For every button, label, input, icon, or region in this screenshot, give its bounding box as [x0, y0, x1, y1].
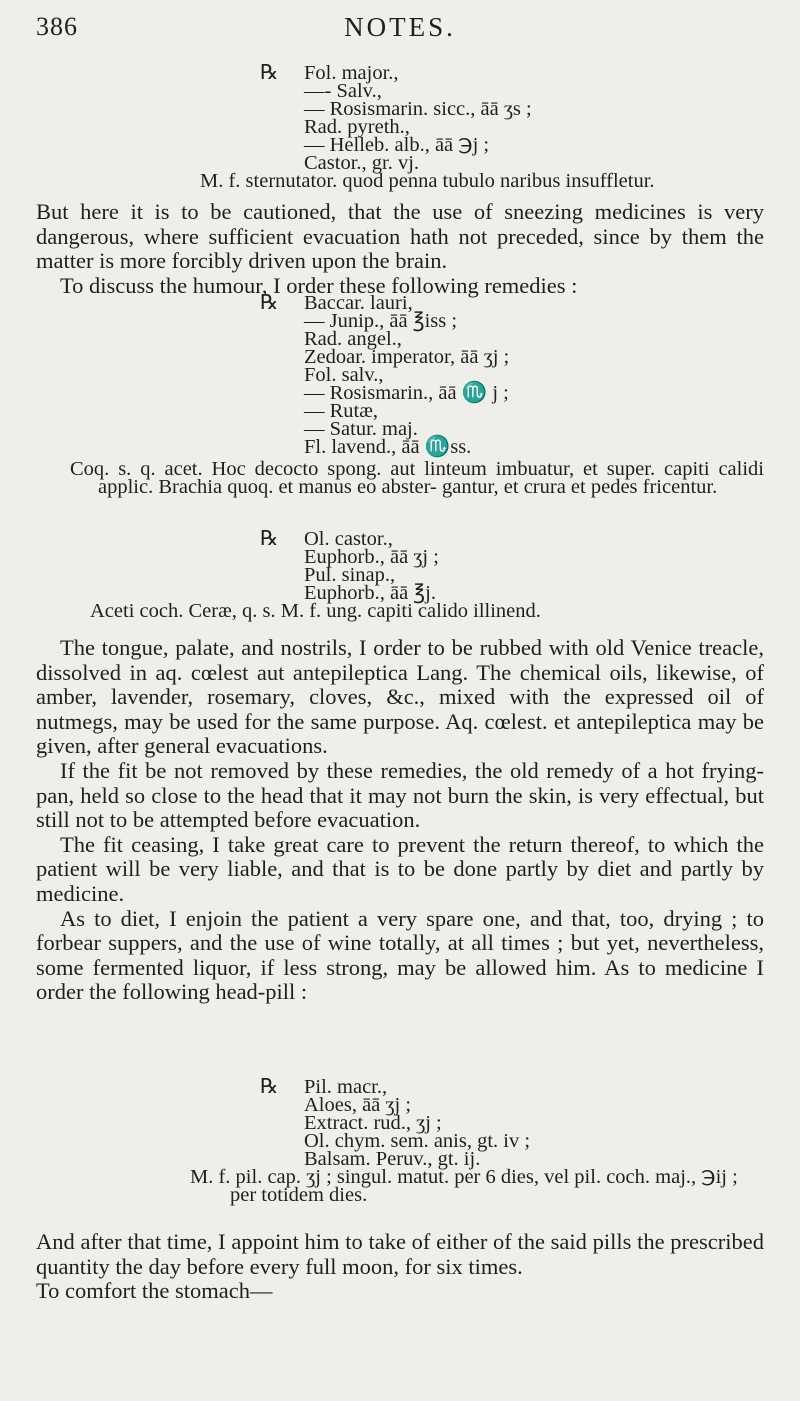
directions-text: Coq. s. q. acet. Hoc decocto spong. aut linteum imbuatur, et super. capiti calidi applic. Brachia quoq. et manus eo abster- gantur, et crura et pedes fricentur.	[70, 458, 764, 498]
prescription-directions: M. f. sternutator. quod penna tubulo naribus insuffletur.	[200, 170, 655, 192]
ingredient-line: — Rosismarin. sicc., āā ʒs ;	[304, 98, 532, 120]
ingredient-line: Euphorb., āā ℥j.	[304, 582, 436, 604]
paragraph-caution	[36, 200, 764, 298]
ingredient-line: Fol. major.,	[304, 62, 399, 84]
prescription-2-directions	[36, 460, 764, 496]
ingredient-line: Aloes, āā ʒj ;	[304, 1094, 412, 1116]
ingredient-line: — Satur. maj.	[304, 418, 418, 440]
paragraph-closing	[36, 1230, 764, 1304]
ingredient-line: Extract. rud., ʒj ;	[304, 1112, 442, 1134]
prescription-directions: per totidem dies.	[230, 1184, 368, 1206]
ingredient-line: —- Salv.,	[304, 80, 382, 102]
paragraph-treatment	[36, 636, 764, 1005]
recipe-symbol: ℞	[260, 1076, 279, 1098]
ingredient-line: Rad. angel.,	[304, 328, 402, 350]
prescription-1	[0, 64, 800, 190]
ingredient-line: — Junip., āā ℥iss ;	[304, 310, 458, 332]
recipe-symbol: ℞	[260, 292, 279, 314]
ingredient-line: — Rosismarin., āā ♏ j ;	[304, 382, 509, 404]
text-paragraph: To discuss the humour, I order these following remedies :	[60, 272, 578, 298]
ingredient-line: Euphorb., āā ʒj ;	[304, 546, 439, 568]
text-paragraph: The fit ceasing, I take great care to prevent the return thereof, to which the patient will be very liable, and that is to be done partly by diet and partly by medicine.	[36, 831, 764, 906]
recipe-symbol: ℞	[260, 528, 279, 550]
prescription-4	[0, 1078, 800, 1204]
ingredient-line: Fl. lavend., āā ♏ss.	[304, 436, 472, 458]
ingredient-line: Rad. pyreth.,	[304, 116, 410, 138]
prescription-2	[0, 294, 800, 456]
page-header	[36, 12, 764, 48]
ingredient-line: — Rutæ,	[304, 400, 379, 422]
text-paragraph: But here it is to be cautioned, that the use of sneezing medicines is very dangerous, where sufficient evacuation hath not preceded, since by them the matter is more forcibly driven upon the brain.	[36, 199, 764, 274]
ingredient-line: Fol. salv.,	[304, 364, 384, 386]
ingredient-line: Balsam. Peruv., gt. ij.	[304, 1148, 481, 1170]
text-paragraph: And after that time, I appoint him to take of either of the said pills the prescribed quantity the day before every full moon, for six times.	[36, 1229, 764, 1279]
running-title: NOTES.	[344, 12, 456, 42]
ingredient-line: Baccar. lauri,	[304, 292, 413, 314]
ingredient-line: Ol. castor.,	[304, 528, 393, 550]
page-number: 386	[36, 12, 78, 41]
text-paragraph: The tongue, palate, and nostrils, I order to be rubbed with old Venice treacle, dissolved in aq. cœlest aut antepileptica Lang. The chemical oils, likewise, of amber, lavender, rosemary, cloves, &c., mixed with the expressed oil of nutmegs, may be used for the same purpose. Aq. cœlest. et antepileptica may be given, after general evacuations.	[36, 635, 764, 759]
ingredient-line: Castor., gr. vj.	[304, 152, 420, 174]
ingredient-line: Pil. macr.,	[304, 1076, 388, 1098]
text-paragraph: If the fit be not removed by these remedies, the old remedy of a hot frying-pan, held so close to the head that it may not burn the skin, is very effectual, but still not to be attempted before evacuation.	[36, 757, 764, 833]
prescription-3	[0, 530, 800, 620]
text-paragraph: As to diet, I enjoin the patient a very spare one, and that, too, drying ; to forbear suppers, and the use of wine totally, at all times ; but yet, nevertheless, some fermented liquor, if less strong, may be allowed him. As to medicine I order the following head-pill :	[36, 905, 764, 1005]
recipe-symbol: ℞	[260, 62, 279, 84]
ingredient-line: Pul. sinap.,	[304, 564, 396, 586]
text-paragraph: To comfort the stomach—	[36, 1278, 273, 1304]
ingredient-line: Zedoar. imperator, āā ʒj ;	[304, 346, 510, 368]
ingredient-line: Ol. chym. sem. anis, gt. iv ;	[304, 1130, 531, 1152]
prescription-directions: Aceti coch. Ceræ, q. s. M. f. ung. capiti calido illinend.	[90, 600, 541, 622]
ingredient-line: — Helleb. alb., āā ℈j ;	[304, 134, 490, 156]
prescription-directions: M. f. pil. cap. ʒj ; singul. matut. per 6 dies, vel pil. coch. maj., ℈ij ;	[190, 1166, 738, 1188]
